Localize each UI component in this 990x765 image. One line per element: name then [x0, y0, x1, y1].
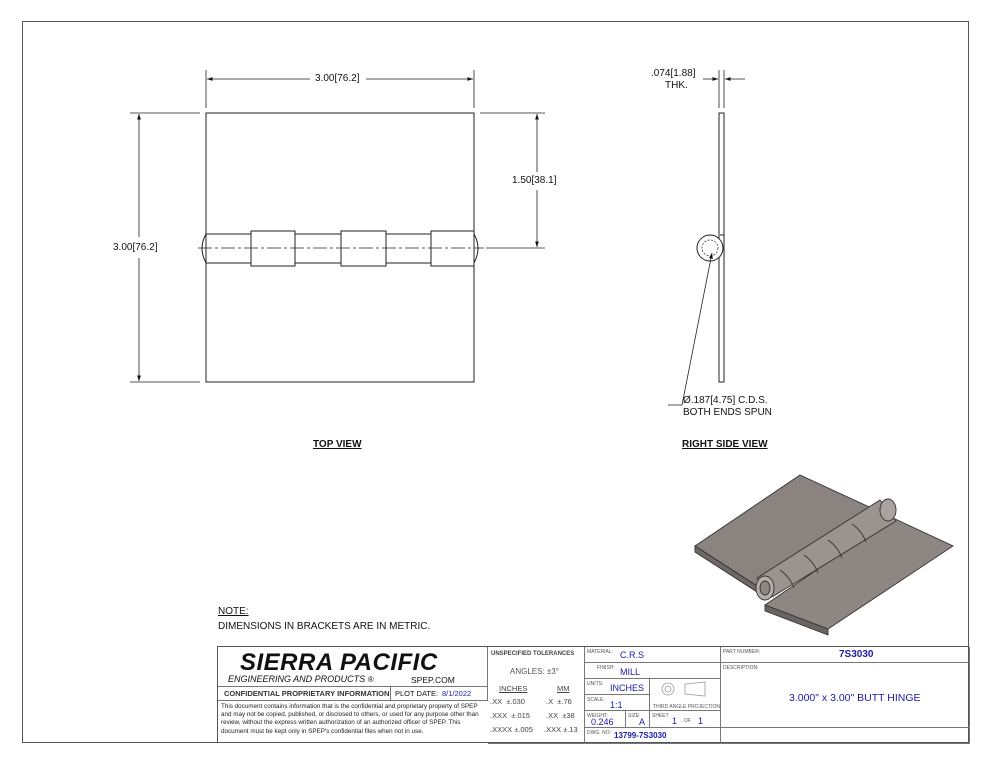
- plot-date-cell: [391, 687, 488, 701]
- units-label: UNITS:: [587, 681, 604, 687]
- mm-head: MM: [557, 684, 570, 693]
- weight-label: WEIGHT:: [587, 713, 608, 719]
- dwg-no-cell: [585, 728, 721, 744]
- weight-cell: [585, 711, 626, 728]
- dwg-no-label: DWG. NO:: [587, 730, 611, 736]
- tol-row-mm: .XX ±38: [546, 711, 575, 720]
- plot-date-label: PLOT DATE:: [395, 689, 439, 698]
- angles-tolerance: ANGLES: ±3°: [510, 667, 559, 676]
- title-block: [217, 646, 969, 743]
- projection-cell: [650, 679, 721, 711]
- isometric-hinge: [695, 475, 953, 635]
- company-name: SIERRA PACIFIC: [240, 649, 438, 676]
- top-view-title: TOP VIEW: [313, 439, 362, 450]
- part-number-label: PART NUMBER:: [723, 649, 761, 655]
- sheet-value: 1: [672, 716, 678, 726]
- material-value: C.R.S: [620, 650, 645, 660]
- material-cell: [585, 647, 721, 663]
- size-cell: [626, 711, 650, 728]
- tol-row-mm: .XXX ±.13: [544, 725, 578, 734]
- part-number-cell: [721, 647, 970, 663]
- blank-cell: [721, 728, 970, 744]
- sheet-cell: [650, 711, 721, 728]
- tol-row-mm: .X ±.76: [546, 697, 572, 706]
- top-view: [198, 113, 484, 382]
- pin-note: BOTH ENDS SPUN: [683, 407, 772, 418]
- material-label: MATERIAL:: [587, 649, 614, 655]
- units-value: INCHES: [610, 683, 645, 693]
- finish-value: MILL: [620, 667, 641, 677]
- units-cell: [585, 679, 650, 695]
- confidential-heading-cell: [218, 687, 391, 701]
- finish-label: FINISH:: [597, 665, 615, 671]
- company-cell: [218, 647, 488, 687]
- weight-value: 0.246: [591, 717, 614, 727]
- tolerances-heading: UNSPECIFIED TOLERANCES: [491, 651, 575, 657]
- scale-value: 1:1: [610, 700, 623, 710]
- note-text: DIMENSIONS IN BRACKETS ARE IN METRIC.: [218, 621, 431, 632]
- tol-row: .XXX ±.015: [490, 711, 530, 720]
- finish-cell: [585, 663, 721, 679]
- half-height-dimension: 1.50[38.1]: [512, 175, 557, 186]
- width-dimension: 3.00[76.2]: [315, 73, 360, 84]
- thickness-dimension: .074[1.88]: [651, 68, 696, 79]
- description-label: DESCRIPTION:: [723, 665, 759, 671]
- size-label: SIZE:: [628, 713, 641, 719]
- size-value: A: [639, 717, 646, 727]
- knuckle: [431, 231, 474, 266]
- third-angle-projection-icon: [650, 679, 721, 703]
- knuckle: [251, 231, 295, 266]
- description-cell: [721, 663, 970, 728]
- confidential-text: This document contains information that is the confidential and proprietary property of SPEP and may not be copied, published, or disclosed to others, or used for any purpose other than review, without the express written authorization of an authorized officer of SPEP. This document must be kept only in SPEP's confidential files when not in use.: [221, 703, 479, 735]
- plot-date: 8/1/2022: [442, 689, 472, 698]
- sheet-label: SHEET: [652, 713, 669, 719]
- confidential-heading: CONFIDENTIAL PROPRIETARY INFORMATION: [224, 689, 390, 698]
- height-dimension: 3.00[76.2]: [113, 242, 158, 253]
- scale-label: SCALE:: [587, 697, 605, 703]
- note-heading: NOTE:: [218, 606, 249, 617]
- company-website: SPEP.COM: [411, 675, 455, 685]
- tol-row: .XX ±.030: [490, 697, 525, 706]
- company-subtitle: ENGINEERING AND PRODUCTS ®: [228, 674, 374, 684]
- tolerances-cell: [488, 647, 585, 744]
- description-value: 3.000" x 3.00" BUTT HINGE: [789, 692, 921, 704]
- thickness-label: THK.: [665, 80, 688, 91]
- pin-diameter-callout: Ø.187[4.75] C.D.S.: [683, 395, 768, 406]
- projection-label: THIRD ANGLE PROJECTION: [653, 704, 720, 710]
- inches-head: INCHES: [499, 684, 528, 693]
- right-side-view-title: RIGHT SIDE VIEW: [682, 439, 768, 450]
- tol-row: .XXXX ±.005: [490, 725, 533, 734]
- sheet-total: 1: [698, 716, 704, 726]
- knuckle: [341, 231, 386, 266]
- scale-cell: [585, 695, 650, 711]
- dwg-no-value: 13799-7S3030: [614, 731, 667, 740]
- part-number-value: 7S3030: [839, 649, 874, 660]
- of-label: OF: [684, 718, 691, 724]
- right-side-view: [668, 70, 745, 405]
